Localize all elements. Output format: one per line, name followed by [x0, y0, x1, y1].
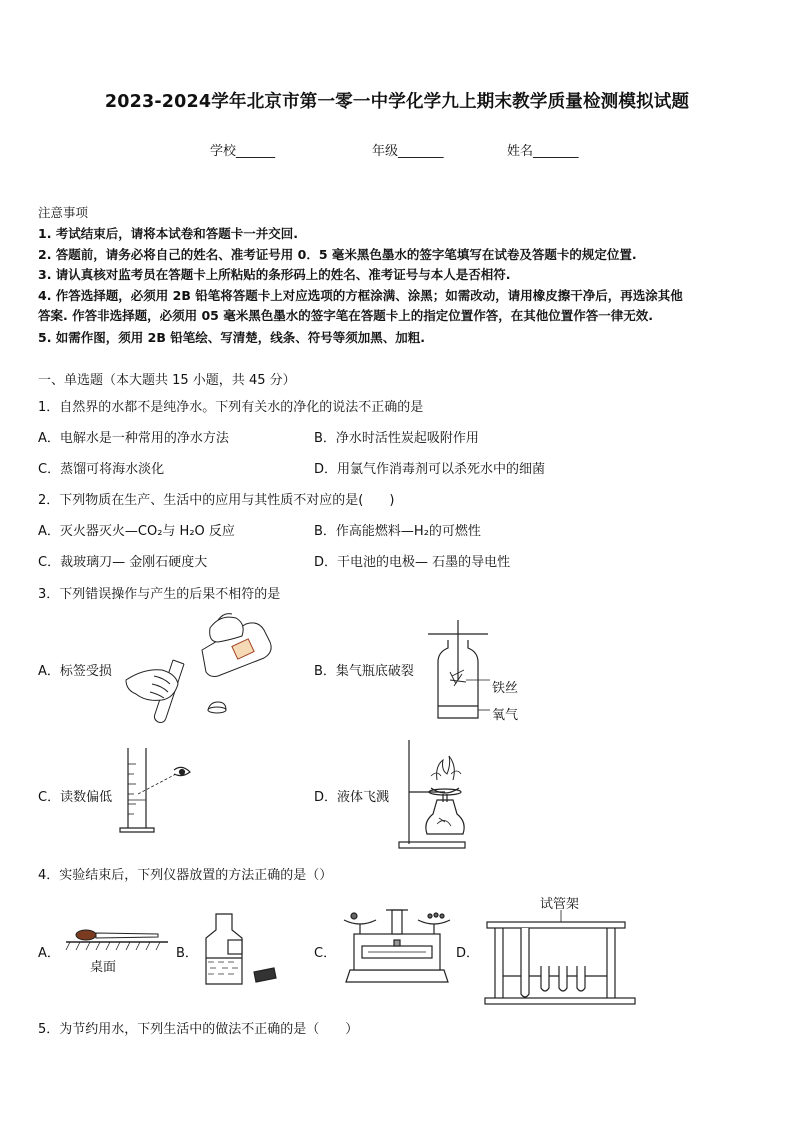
q4-stem: 4．实验结束后，下列仪器放置的方法正确的是（） — [38, 868, 333, 883]
iron-wire-label: 铁丝 — [492, 681, 519, 696]
q4-option-a: A． — [38, 946, 60, 961]
note-1: 1. 考试结束后，请将本试卷和答题卡一并交回. — [38, 226, 299, 241]
q5-stem: 5．为节约用水，下列生活中的做法不正确的是（ ） — [38, 1022, 359, 1037]
rack-label: 试管架 — [540, 897, 580, 912]
q1-stem: 1．自然界的水都不是纯净水。下列有关水的净化的说法不正确的是 — [38, 400, 424, 415]
q3-option-b: B．集气瓶底破裂 — [314, 664, 414, 679]
section-heading: 一、单选题（本大题共 15 小题，共 45 分） — [38, 373, 296, 388]
dropper-on-desk-illustration — [62, 922, 174, 954]
test-tube-rack-illustration — [483, 908, 639, 1006]
note-4: 4. 作答选择题，必须用 2B 铅笔将答题卡上对应选项的方框涂满、涂黑；如需改动，请用橡皮擦干净后，再选涂其他 — [38, 288, 683, 303]
q3-option-a: A．标签受损 — [38, 664, 112, 679]
q1-option-a: A．电解水是一种常用的净水方法 — [38, 431, 229, 446]
open-bottle-illustration — [196, 910, 282, 986]
q2-option-a: A．灭火器灭火—CO₂与 H₂O 反应 — [38, 524, 235, 539]
q1-option-d: D．用氯气作消毒剂可以杀死水中的细菌 — [314, 462, 546, 477]
evaporation-illustration — [395, 736, 475, 852]
oxygen-label: 氧气 — [492, 708, 519, 723]
note-5: 5. 如需作图，须用 2B 铅笔绘、写清楚，线条、符号等须加黑、加粗. — [38, 330, 425, 345]
grade-field: 年级_______ — [372, 144, 444, 159]
measuring-cylinder-illustration — [112, 744, 202, 836]
page-title: 2023-2024学年北京市第一零一中学化学九上期末教学质量检测模拟试题 — [104, 92, 690, 112]
q3-option-c: C．读数偏低 — [38, 790, 113, 805]
q1-option-b: B．净水时活性炭起吸附作用 — [314, 431, 479, 446]
pouring-liquid-illustration — [118, 606, 278, 726]
balance-illustration — [338, 906, 456, 986]
q1-option-c: C．蒸馏可将海水淡化 — [38, 462, 165, 477]
desk-label: 桌面 — [90, 960, 117, 975]
name-field: 姓名_______ — [507, 144, 579, 159]
q3-option-d: D．液体飞溅 — [314, 790, 390, 805]
q3-stem: 3．下列错误操作与产生的后果不相符的是 — [38, 587, 281, 602]
q2-stem: 2．下列物质在生产、生活中的应用与其性质不对应的是( ) — [38, 493, 395, 508]
q2-option-b: B．作高能燃料—H₂的可燃性 — [314, 524, 481, 539]
notes-heading: 注意事项 — [38, 205, 89, 220]
note-2: 2. 答题前，请务必将自己的姓名、准考证号用 0．5 毫米黑色墨水的签字笔填写在试卷及答题卡的规定位置. — [38, 247, 637, 262]
note-4-cont: 答案. 作答非选择题，必须用 05 毫米黑色墨水的签字笔在答题卡上的指定位置作答，在其他位置作答一律无效. — [38, 308, 653, 323]
school-field: 学校______ — [210, 144, 276, 159]
q4-option-b: B． — [176, 946, 198, 961]
q2-option-d: D．干电池的电极— 石墨的导电性 — [314, 555, 511, 570]
q2-option-c: C．裁玻璃刀— 金刚石硬度大 — [38, 555, 208, 570]
q4-option-d: D． — [456, 946, 480, 961]
q4-option-c: C． — [314, 946, 337, 961]
note-3: 3. 请认真核对监考员在答题卡上所粘贴的条形码上的姓名、准考证号与本人是否相符. — [38, 267, 511, 282]
